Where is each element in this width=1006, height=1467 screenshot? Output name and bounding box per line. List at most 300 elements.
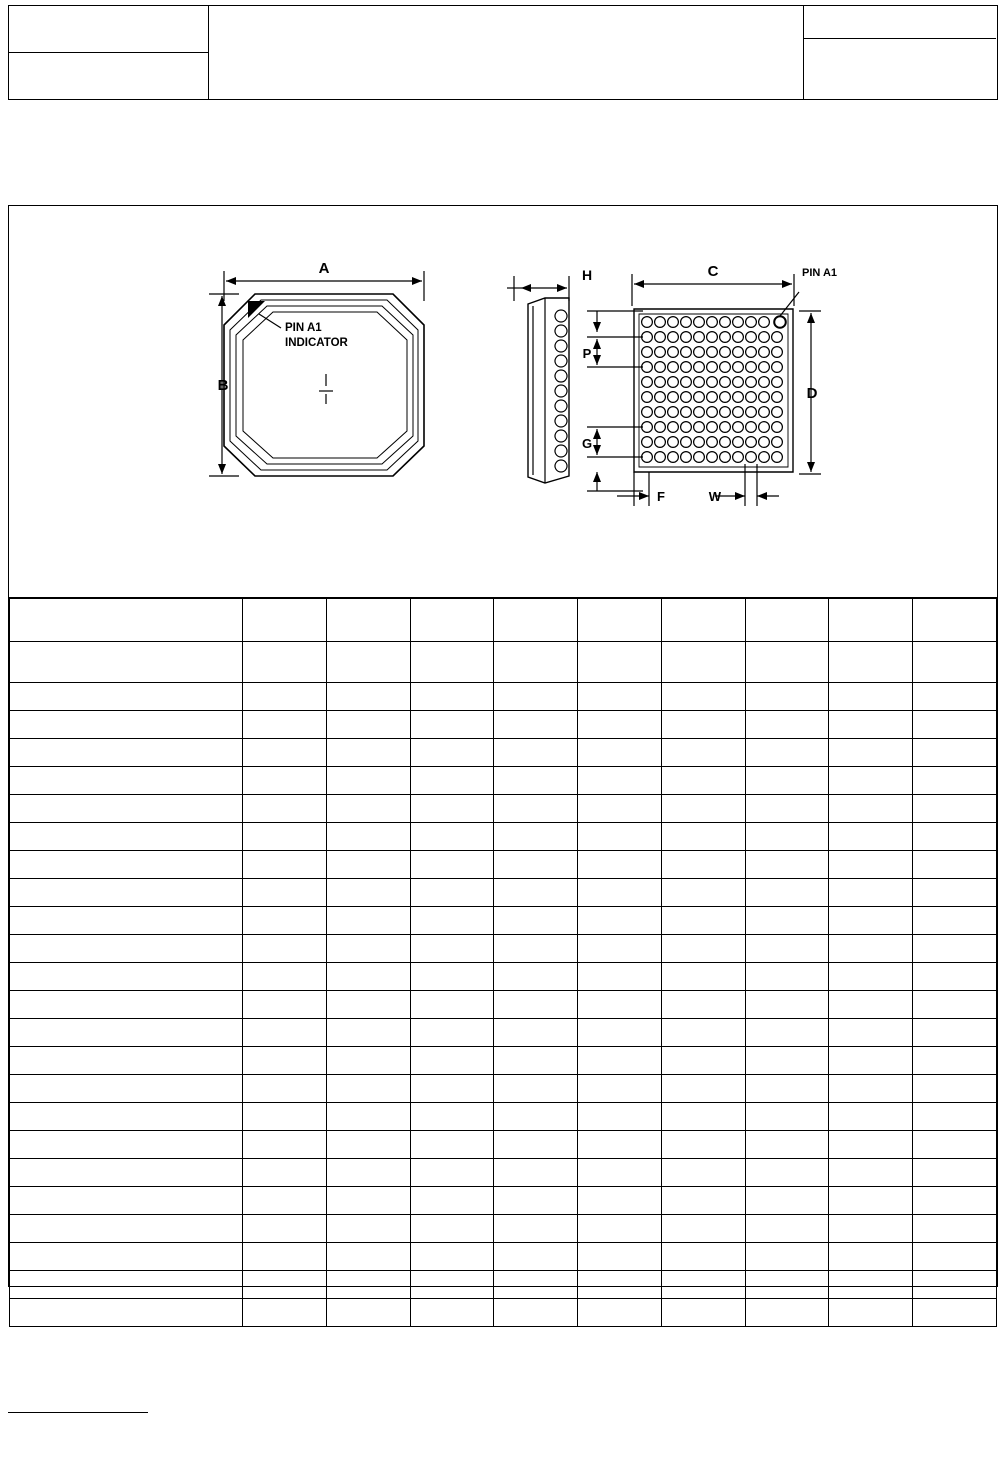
table-cell (410, 767, 494, 795)
table-header-cell-3 (410, 599, 494, 642)
table-cell (661, 739, 745, 767)
table-cell (661, 823, 745, 851)
table-cell (494, 1075, 578, 1103)
table-cell (661, 1131, 745, 1159)
table-cell (578, 1131, 662, 1159)
label-pin-a1-indicator-line2: INDICATOR (285, 337, 348, 349)
table-cell (326, 1299, 410, 1327)
table-header-cell-0 (10, 599, 243, 642)
table-cell (410, 1187, 494, 1215)
table-cell (326, 767, 410, 795)
table-row (10, 1075, 997, 1103)
table-cell (10, 1103, 243, 1131)
table-cell (243, 1159, 327, 1187)
table-cell (326, 1047, 410, 1075)
table-cell (745, 795, 829, 823)
table-cell (578, 795, 662, 823)
table-cell (10, 1047, 243, 1075)
footer-divider (8, 1412, 148, 1413)
table-cell (661, 907, 745, 935)
table-cell (10, 823, 243, 851)
table-cell (578, 1187, 662, 1215)
table-cell (10, 1075, 243, 1103)
side-view-group (507, 276, 569, 483)
table-cell (326, 1131, 410, 1159)
table-cell (913, 1047, 997, 1075)
table-cell (829, 1019, 913, 1047)
package-body-outline (224, 294, 424, 476)
table-cell (494, 1131, 578, 1159)
table-cell (661, 963, 745, 991)
table-cell (661, 1271, 745, 1299)
table-cell (913, 991, 997, 1019)
table-cell (494, 711, 578, 739)
table-cell (326, 963, 410, 991)
table-cell (243, 1243, 327, 1271)
table-cell (410, 823, 494, 851)
table-cell (829, 1187, 913, 1215)
table-cell (243, 1103, 327, 1131)
table-cell (578, 1243, 662, 1271)
table-cell (326, 907, 410, 935)
package-cavity-outline (243, 312, 407, 458)
table-cell (10, 851, 243, 879)
table-cell (243, 739, 327, 767)
table-cell (10, 683, 243, 711)
table-cell (661, 1187, 745, 1215)
table-cell (10, 711, 243, 739)
table-cell (745, 1103, 829, 1131)
label-pin-a1-indicator-line1: PIN A1 (285, 322, 322, 334)
table-cell (243, 823, 327, 851)
table-cell (578, 991, 662, 1019)
table-cell (410, 935, 494, 963)
table-row (10, 1047, 997, 1075)
table-cell (243, 991, 327, 1019)
table-row (10, 1103, 997, 1131)
table-header-cell-1 (243, 599, 327, 642)
table-cell (745, 683, 829, 711)
table-header-cell-4 (494, 599, 578, 642)
table-cell (326, 823, 410, 851)
header-cell-title (209, 6, 804, 99)
table-cell (913, 711, 997, 739)
table-cell (913, 1075, 997, 1103)
table-row (10, 907, 997, 935)
table-cell (829, 642, 913, 683)
table-cell (494, 1019, 578, 1047)
table-row (10, 767, 997, 795)
table-cell (829, 879, 913, 907)
label-p: P (582, 346, 592, 361)
table-cell (578, 683, 662, 711)
document-header-table (8, 5, 998, 100)
table-row (10, 963, 997, 991)
label-a: A (318, 260, 330, 277)
table-cell (410, 711, 494, 739)
table-cell (578, 739, 662, 767)
table-cell (829, 683, 913, 711)
header-title-text (209, 6, 803, 14)
header-cell-right-bottom (804, 39, 996, 99)
table-row (10, 683, 997, 711)
table-cell (661, 935, 745, 963)
table-cell (10, 907, 243, 935)
table-cell (745, 1215, 829, 1243)
table-cell (745, 1131, 829, 1159)
table-cell (661, 879, 745, 907)
table-cell (410, 1159, 494, 1187)
table-cell (745, 823, 829, 851)
table-cell (410, 1019, 494, 1047)
table-cell (494, 1159, 578, 1187)
table-cell (745, 1187, 829, 1215)
table-cell (829, 1215, 913, 1243)
table-cell (243, 963, 327, 991)
table-cell (578, 1047, 662, 1075)
table-cell (10, 1299, 243, 1327)
table-row (10, 1187, 997, 1215)
table-row (10, 1243, 997, 1271)
table-cell (326, 1075, 410, 1103)
table-cell (326, 879, 410, 907)
table-cell (745, 991, 829, 1019)
table-cell (326, 851, 410, 879)
table-cell (494, 1047, 578, 1075)
table-cell (10, 1187, 243, 1215)
table-cell (913, 642, 997, 683)
table-row (10, 991, 997, 1019)
table-cell (410, 642, 494, 683)
table-cell (829, 795, 913, 823)
header-cell-left-bottom (9, 53, 209, 99)
table-header-cell-7 (745, 599, 829, 642)
table-cell (410, 1103, 494, 1131)
table-cell (410, 1243, 494, 1271)
table-cell (494, 795, 578, 823)
dimension-w-group (715, 464, 779, 506)
table-cell (243, 1215, 327, 1243)
table-cell (745, 1019, 829, 1047)
table-cell (661, 1299, 745, 1327)
table-cell (913, 1243, 997, 1271)
table-cell (10, 1271, 243, 1299)
header-cell-left-top (9, 6, 209, 53)
table-cell (410, 1047, 494, 1075)
table-cell (661, 1159, 745, 1187)
table-cell (410, 1131, 494, 1159)
table-row (10, 739, 997, 767)
table-cell (326, 1243, 410, 1271)
ball-grid-array (642, 317, 786, 463)
table-cell (745, 1299, 829, 1327)
table-cell (410, 795, 494, 823)
table-cell (410, 1299, 494, 1327)
table-cell (829, 991, 913, 1019)
table-cell (578, 767, 662, 795)
table-cell (243, 1299, 327, 1327)
table-cell (829, 1131, 913, 1159)
table-cell (913, 1299, 997, 1327)
table-cell (913, 1019, 997, 1047)
table-cell (578, 907, 662, 935)
table-cell (913, 1159, 997, 1187)
table-cell (661, 991, 745, 1019)
table-row (10, 851, 997, 879)
table-row (10, 795, 997, 823)
bottom-view-body-inner (639, 314, 788, 467)
table-cell (494, 823, 578, 851)
table-cell (829, 711, 913, 739)
table-cell (326, 1187, 410, 1215)
table-cell (494, 739, 578, 767)
table-row (10, 1271, 997, 1299)
table-cell (243, 907, 327, 935)
table-cell (326, 1215, 410, 1243)
table-cell (913, 767, 997, 795)
label-w: W (708, 489, 721, 504)
table-cell (829, 1103, 913, 1131)
table-cell (913, 879, 997, 907)
table-cell (578, 1075, 662, 1103)
table-cell (661, 711, 745, 739)
table-cell (661, 642, 745, 683)
table-cell (913, 963, 997, 991)
table-cell (494, 767, 578, 795)
table-cell (829, 1159, 913, 1187)
table-cell (913, 935, 997, 963)
table-cell (494, 963, 578, 991)
table-cell (661, 851, 745, 879)
table-cell (745, 1159, 829, 1187)
table-cell (913, 1131, 997, 1159)
table-cell (10, 879, 243, 907)
table-cell (745, 767, 829, 795)
table-cell (243, 1075, 327, 1103)
table-cell (326, 1159, 410, 1187)
table-cell (326, 1103, 410, 1131)
table-row (10, 642, 997, 683)
table-cell (243, 1019, 327, 1047)
table-cell (745, 879, 829, 907)
dimensions-table (9, 598, 997, 1327)
header-left-top-text (9, 6, 208, 14)
package-body-inner-2 (236, 306, 413, 464)
table-cell (326, 991, 410, 1019)
label-pin-a1-right: PIN A1 (802, 267, 838, 279)
table-cell (10, 1131, 243, 1159)
table-cell (494, 991, 578, 1019)
drawing-and-dimensions-frame (8, 205, 998, 1287)
table-cell (10, 1159, 243, 1187)
table-cell (913, 1187, 997, 1215)
table-cell (410, 851, 494, 879)
table-cell (829, 1271, 913, 1299)
table-row (10, 823, 997, 851)
table-cell (745, 1075, 829, 1103)
table-cell (494, 879, 578, 907)
table-cell (913, 823, 997, 851)
table-cell (243, 642, 327, 683)
table-cell (661, 1215, 745, 1243)
label-c: C (707, 263, 719, 280)
table-cell (10, 935, 243, 963)
table-header-cell-6 (661, 599, 745, 642)
table-cell (494, 683, 578, 711)
package-outline-drawing (9, 206, 997, 598)
table-cell (661, 795, 745, 823)
center-crosshair (319, 374, 333, 404)
table-cell (578, 935, 662, 963)
table-cell (745, 935, 829, 963)
table-cell (243, 767, 327, 795)
table-cell (829, 823, 913, 851)
table-cell (829, 851, 913, 879)
table-cell (913, 1215, 997, 1243)
table-cell (494, 851, 578, 879)
label-f: F (657, 489, 665, 504)
table-cell (661, 1047, 745, 1075)
table-cell (494, 907, 578, 935)
table-cell (326, 683, 410, 711)
table-cell (243, 795, 327, 823)
table-cell (326, 642, 410, 683)
table-cell (494, 1103, 578, 1131)
table-cell (410, 991, 494, 1019)
table-header-cell-9 (913, 599, 997, 642)
table-cell (578, 963, 662, 991)
table-header-cell-2 (326, 599, 410, 642)
table-cell (410, 907, 494, 935)
table-cell (913, 1271, 997, 1299)
header-right-bottom-text (804, 39, 996, 47)
table-cell (243, 879, 327, 907)
table-cell (578, 642, 662, 683)
table-cell (494, 1243, 578, 1271)
table-cell (10, 767, 243, 795)
table-cell (661, 1019, 745, 1047)
table-cell (494, 642, 578, 683)
header-left-bottom-text (9, 53, 208, 61)
table-cell (326, 1019, 410, 1047)
pin-a1-leader-line (259, 314, 281, 328)
table-cell (10, 963, 243, 991)
table-cell (578, 1159, 662, 1187)
table-cell (661, 683, 745, 711)
table-cell (10, 1243, 243, 1271)
table-cell (10, 739, 243, 767)
dimension-f-group (617, 472, 649, 506)
pin-a1-ball-marker (774, 316, 786, 328)
table-cell (243, 1271, 327, 1299)
table-cell (10, 1019, 243, 1047)
table-cell (913, 851, 997, 879)
table-cell (10, 642, 243, 683)
header-cell-right-top (804, 6, 996, 39)
table-cell (745, 711, 829, 739)
table-cell (578, 1271, 662, 1299)
table-cell (494, 1271, 578, 1299)
table-cell (243, 711, 327, 739)
table-cell (243, 1047, 327, 1075)
table-cell (578, 879, 662, 907)
table-cell (243, 1131, 327, 1159)
table-cell (410, 1215, 494, 1243)
table-cell (410, 1075, 494, 1103)
table-cell (326, 739, 410, 767)
table-cell (578, 823, 662, 851)
table-cell (243, 851, 327, 879)
table-cell (829, 963, 913, 991)
header-right-top-text (804, 6, 996, 14)
table-row (10, 711, 997, 739)
table-cell (913, 795, 997, 823)
label-d: D (806, 385, 818, 402)
table-cell (243, 1187, 327, 1215)
table-cell (326, 1271, 410, 1299)
table-cell (326, 711, 410, 739)
table-cell (661, 1075, 745, 1103)
table-row (10, 1131, 997, 1159)
table-cell (661, 767, 745, 795)
table-cell (243, 935, 327, 963)
table-cell (829, 1299, 913, 1327)
table-cell (410, 683, 494, 711)
table-cell (494, 1187, 578, 1215)
table-cell (745, 1047, 829, 1075)
table-header-row (10, 599, 997, 642)
table-cell (829, 935, 913, 963)
table-cell (410, 1271, 494, 1299)
table-cell (829, 1075, 913, 1103)
table-row (10, 1019, 997, 1047)
table-cell (10, 1215, 243, 1243)
table-cell (578, 1103, 662, 1131)
table-cell (410, 739, 494, 767)
dimensions-table-body (10, 642, 997, 1327)
table-cell (829, 1047, 913, 1075)
table-cell (326, 795, 410, 823)
table-cell (410, 963, 494, 991)
table-cell (913, 739, 997, 767)
table-cell (829, 1243, 913, 1271)
table-cell (326, 935, 410, 963)
table-row (10, 1215, 997, 1243)
table-cell (578, 1299, 662, 1327)
label-g: G (581, 436, 593, 451)
table-cell (578, 711, 662, 739)
table-cell (10, 795, 243, 823)
table-cell (745, 851, 829, 879)
solder-ball-side-column (555, 310, 567, 472)
table-header-cell-8 (829, 599, 913, 642)
table-cell (410, 879, 494, 907)
table-row (10, 935, 997, 963)
table-cell (661, 1103, 745, 1131)
table-cell (913, 683, 997, 711)
table-row (10, 879, 997, 907)
table-cell (745, 739, 829, 767)
table-cell (829, 739, 913, 767)
table-header-cell-5 (578, 599, 662, 642)
table-cell (745, 1271, 829, 1299)
table-cell (745, 1243, 829, 1271)
pin-a1-right-leader (780, 292, 799, 316)
table-cell (494, 935, 578, 963)
table-cell (243, 683, 327, 711)
table-cell (745, 907, 829, 935)
label-h: H (581, 267, 593, 283)
